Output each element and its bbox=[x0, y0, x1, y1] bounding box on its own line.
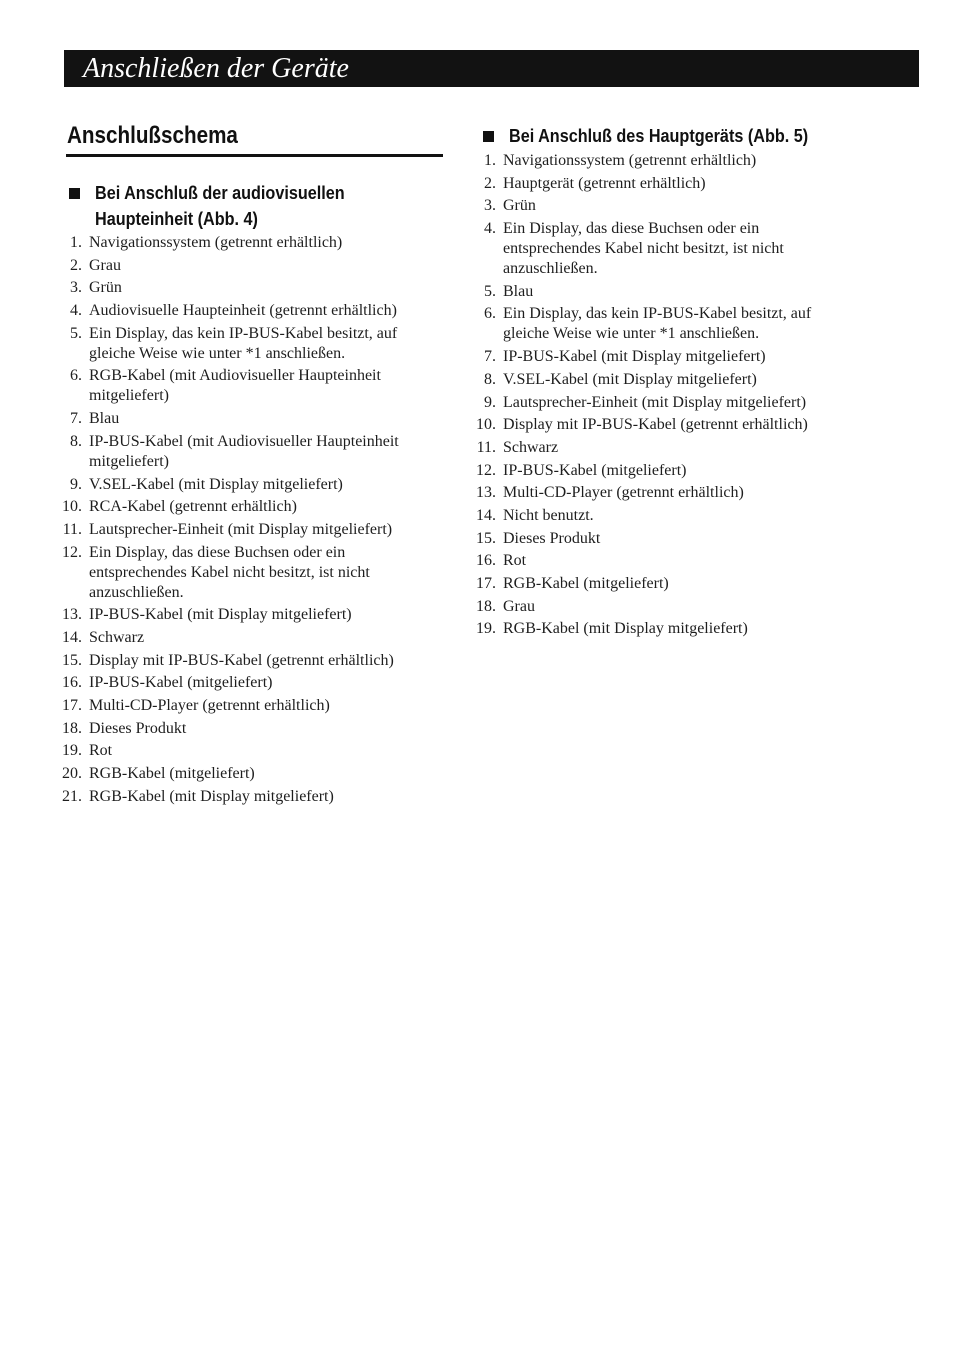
list-item bbox=[56, 520, 444, 540]
list-item-number: 7. bbox=[484, 348, 496, 366]
list-item-text: RGB-Kabel (mit Display mitgeliefert) bbox=[503, 620, 748, 638]
list-item bbox=[470, 506, 860, 526]
list-item-number: 10. bbox=[62, 498, 82, 516]
left-subheading-line-2: Haupteinheit (Abb. 4) bbox=[95, 209, 258, 229]
list-item bbox=[470, 282, 860, 302]
list-item-text: Navigationssystem (getrennt erhältlich) bbox=[503, 152, 757, 169]
list-item-number: 12. bbox=[62, 543, 82, 561]
list-item-text: V.SEL-Kabel (mit Display mitgeliefert) bbox=[503, 370, 757, 388]
list-item-number: 11. bbox=[62, 520, 82, 538]
list-item-text: Grau bbox=[503, 597, 535, 615]
list-item bbox=[56, 278, 444, 298]
left-item-list bbox=[56, 233, 444, 809]
list-item-text: Hauptgerät (getrennt erhältlich) bbox=[503, 174, 706, 192]
list-item bbox=[470, 370, 860, 390]
list-item bbox=[470, 438, 860, 458]
list-item-text: Ein Display, das diese Buchsen oder ein entsprechendes Kabel nicht besitzt, ist nicht anzuschließen. bbox=[89, 543, 370, 601]
list-item bbox=[56, 543, 444, 603]
list-item-text: IP-BUS-Kabel (mitgeliefert) bbox=[89, 674, 273, 692]
list-item-text: Display mit IP-BUS-Kabel (getrennt erhältlich) bbox=[503, 416, 808, 434]
list-item bbox=[56, 475, 444, 495]
list-item-text: Blau bbox=[89, 410, 120, 428]
list-item bbox=[470, 174, 860, 194]
list-item-number: 9. bbox=[70, 475, 82, 493]
list-item bbox=[56, 366, 444, 406]
list-item-text: Schwarz bbox=[503, 438, 559, 456]
list-item-text: Audiovisuelle Haupteinheit (getrennt erhältlich) bbox=[89, 302, 397, 320]
list-item-number: 19. bbox=[62, 742, 82, 760]
list-item-number: 3. bbox=[484, 197, 496, 215]
list-item-number: 5. bbox=[70, 324, 82, 342]
list-item bbox=[56, 432, 444, 472]
list-item-number: 18. bbox=[62, 719, 82, 737]
section-divider bbox=[66, 154, 443, 157]
list-item-number: 15. bbox=[62, 651, 82, 669]
list-item-number: 3. bbox=[70, 279, 82, 297]
list-item-text: Rot bbox=[89, 742, 113, 760]
section-title: Anschlußschema bbox=[67, 122, 238, 149]
list-item-text: Dieses Produkt bbox=[503, 529, 601, 547]
list-item bbox=[56, 233, 444, 253]
square-bullet-icon bbox=[483, 131, 494, 142]
list-item-number: 6. bbox=[484, 305, 496, 323]
list-item-number: 16. bbox=[476, 552, 496, 570]
list-item-number: 7. bbox=[70, 410, 82, 428]
list-item-text: Lautsprecher-Einheit (mit Display mitgeliefert) bbox=[503, 393, 807, 411]
list-item-text: RGB-Kabel (mitgeliefert) bbox=[503, 575, 669, 592]
list-item bbox=[470, 304, 860, 344]
list-item-text: IP-BUS-Kabel (mit Display mitgeliefert) bbox=[89, 606, 352, 624]
list-item-number: 8. bbox=[70, 432, 82, 450]
list-item-number: 10. bbox=[476, 416, 496, 434]
list-item-text: Nicht benutzt. bbox=[503, 506, 594, 524]
list-item-text: Grau bbox=[89, 256, 121, 274]
list-item bbox=[56, 628, 444, 648]
square-bullet-icon bbox=[69, 188, 80, 199]
list-item-number: 16. bbox=[62, 674, 82, 692]
list-item-number: 5. bbox=[484, 282, 496, 300]
list-item bbox=[470, 196, 860, 216]
list-item-number: 14. bbox=[62, 628, 82, 646]
list-item bbox=[470, 619, 860, 639]
list-item-text: Navigationssystem (getrennt erhältlich) bbox=[89, 234, 343, 251]
list-item-number: 13. bbox=[476, 484, 496, 502]
list-item bbox=[56, 787, 444, 807]
list-item-text: Ein Display, das diese Buchsen oder ein entsprechendes Kabel nicht besitzt, ist nicht anzuschließen. bbox=[503, 220, 784, 278]
list-item-text: Display mit IP-BUS-Kabel (getrennt erhältlich) bbox=[89, 651, 394, 669]
list-item-text: RGB-Kabel (mit Display mitgeliefert) bbox=[89, 787, 334, 805]
right-subheading-text: Bei Anschluß des Hauptgeräts (Abb. 5) bbox=[509, 126, 809, 146]
list-item-text: RGB-Kabel (mit Audiovisueller Haupteinheit mitgeliefert) bbox=[89, 367, 381, 405]
list-item-number: 4. bbox=[484, 220, 496, 238]
list-item bbox=[56, 696, 444, 716]
list-item bbox=[56, 673, 444, 693]
list-item-number: 20. bbox=[62, 765, 82, 783]
list-item-text: Grün bbox=[503, 197, 536, 215]
list-item bbox=[56, 605, 444, 625]
list-item-text: Ein Display, das kein IP-BUS-Kabel besitzt, auf gleiche Weise wie unter *1 anschließen. bbox=[503, 305, 812, 343]
list-item-text: V.SEL-Kabel (mit Display mitgeliefert) bbox=[89, 475, 343, 493]
list-item-text: Multi-CD-Player (getrennt erhältlich) bbox=[89, 697, 330, 714]
list-item-number: 17. bbox=[62, 697, 82, 714]
list-item bbox=[470, 529, 860, 549]
page-banner bbox=[64, 50, 919, 87]
list-item bbox=[470, 151, 860, 171]
left-subheading bbox=[69, 180, 449, 232]
list-item-number: 6. bbox=[70, 367, 82, 385]
list-item bbox=[470, 483, 860, 503]
list-item-number: 2. bbox=[484, 174, 496, 192]
list-item bbox=[470, 393, 860, 413]
list-item-number: 17. bbox=[476, 575, 496, 592]
list-item-text: Ein Display, das kein IP-BUS-Kabel besitzt, auf gleiche Weise wie unter *1 anschließen. bbox=[89, 324, 398, 362]
list-item bbox=[56, 256, 444, 276]
list-item-text: Schwarz bbox=[89, 628, 145, 646]
list-item-number: 9. bbox=[484, 393, 496, 411]
list-item bbox=[470, 551, 860, 571]
list-item-text: Lautsprecher-Einheit (mit Display mitgeliefert) bbox=[89, 520, 393, 538]
list-item-text: IP-BUS-Kabel (mit Display mitgeliefert) bbox=[503, 348, 766, 366]
list-item-text: IP-BUS-Kabel (mitgeliefert) bbox=[503, 461, 687, 479]
list-item-number: 15. bbox=[476, 529, 496, 547]
list-item bbox=[56, 301, 444, 321]
list-item-number: 19. bbox=[476, 620, 496, 638]
list-item-text: Dieses Produkt bbox=[89, 719, 187, 737]
list-item-text: RCA-Kabel (getrennt erhältlich) bbox=[89, 498, 297, 516]
list-item bbox=[470, 347, 860, 367]
list-item-text: Blau bbox=[503, 282, 534, 300]
list-item-number: 12. bbox=[476, 461, 496, 479]
left-subheading-line-1: Bei Anschluß der audiovisuellen bbox=[95, 183, 345, 203]
list-item bbox=[56, 324, 444, 364]
list-item-number: 14. bbox=[476, 506, 496, 524]
list-item bbox=[470, 415, 860, 435]
list-item bbox=[470, 574, 860, 594]
list-item bbox=[56, 497, 444, 517]
list-item-number: 21. bbox=[62, 787, 82, 805]
list-item bbox=[470, 597, 860, 617]
list-item-number: 2. bbox=[70, 256, 82, 274]
list-item bbox=[56, 409, 444, 429]
list-item-text: Grün bbox=[89, 279, 122, 297]
list-item-number: 4. bbox=[70, 302, 82, 320]
list-item bbox=[56, 651, 444, 671]
list-item bbox=[56, 719, 444, 739]
list-item bbox=[56, 741, 444, 761]
list-item-number: 8. bbox=[484, 370, 496, 388]
list-item-text: Rot bbox=[503, 552, 527, 570]
list-item-number: 1. bbox=[484, 152, 496, 169]
list-item-number: 18. bbox=[476, 597, 496, 615]
list-item-number: 1. bbox=[70, 234, 82, 251]
list-item-number: 13. bbox=[62, 606, 82, 624]
right-subheading bbox=[483, 123, 903, 149]
list-item-text: RGB-Kabel (mitgeliefert) bbox=[89, 765, 255, 783]
list-item bbox=[56, 764, 444, 784]
list-item-text: Multi-CD-Player (getrennt erhältlich) bbox=[503, 484, 744, 502]
list-item-text: IP-BUS-Kabel (mit Audiovisueller Haupteinheit mitgeliefert) bbox=[89, 432, 399, 470]
list-item bbox=[470, 461, 860, 481]
page-title: Anschließen der Geräte bbox=[83, 53, 349, 84]
right-item-list bbox=[470, 151, 860, 642]
list-item-number: 11. bbox=[476, 438, 496, 456]
list-item bbox=[470, 219, 860, 279]
